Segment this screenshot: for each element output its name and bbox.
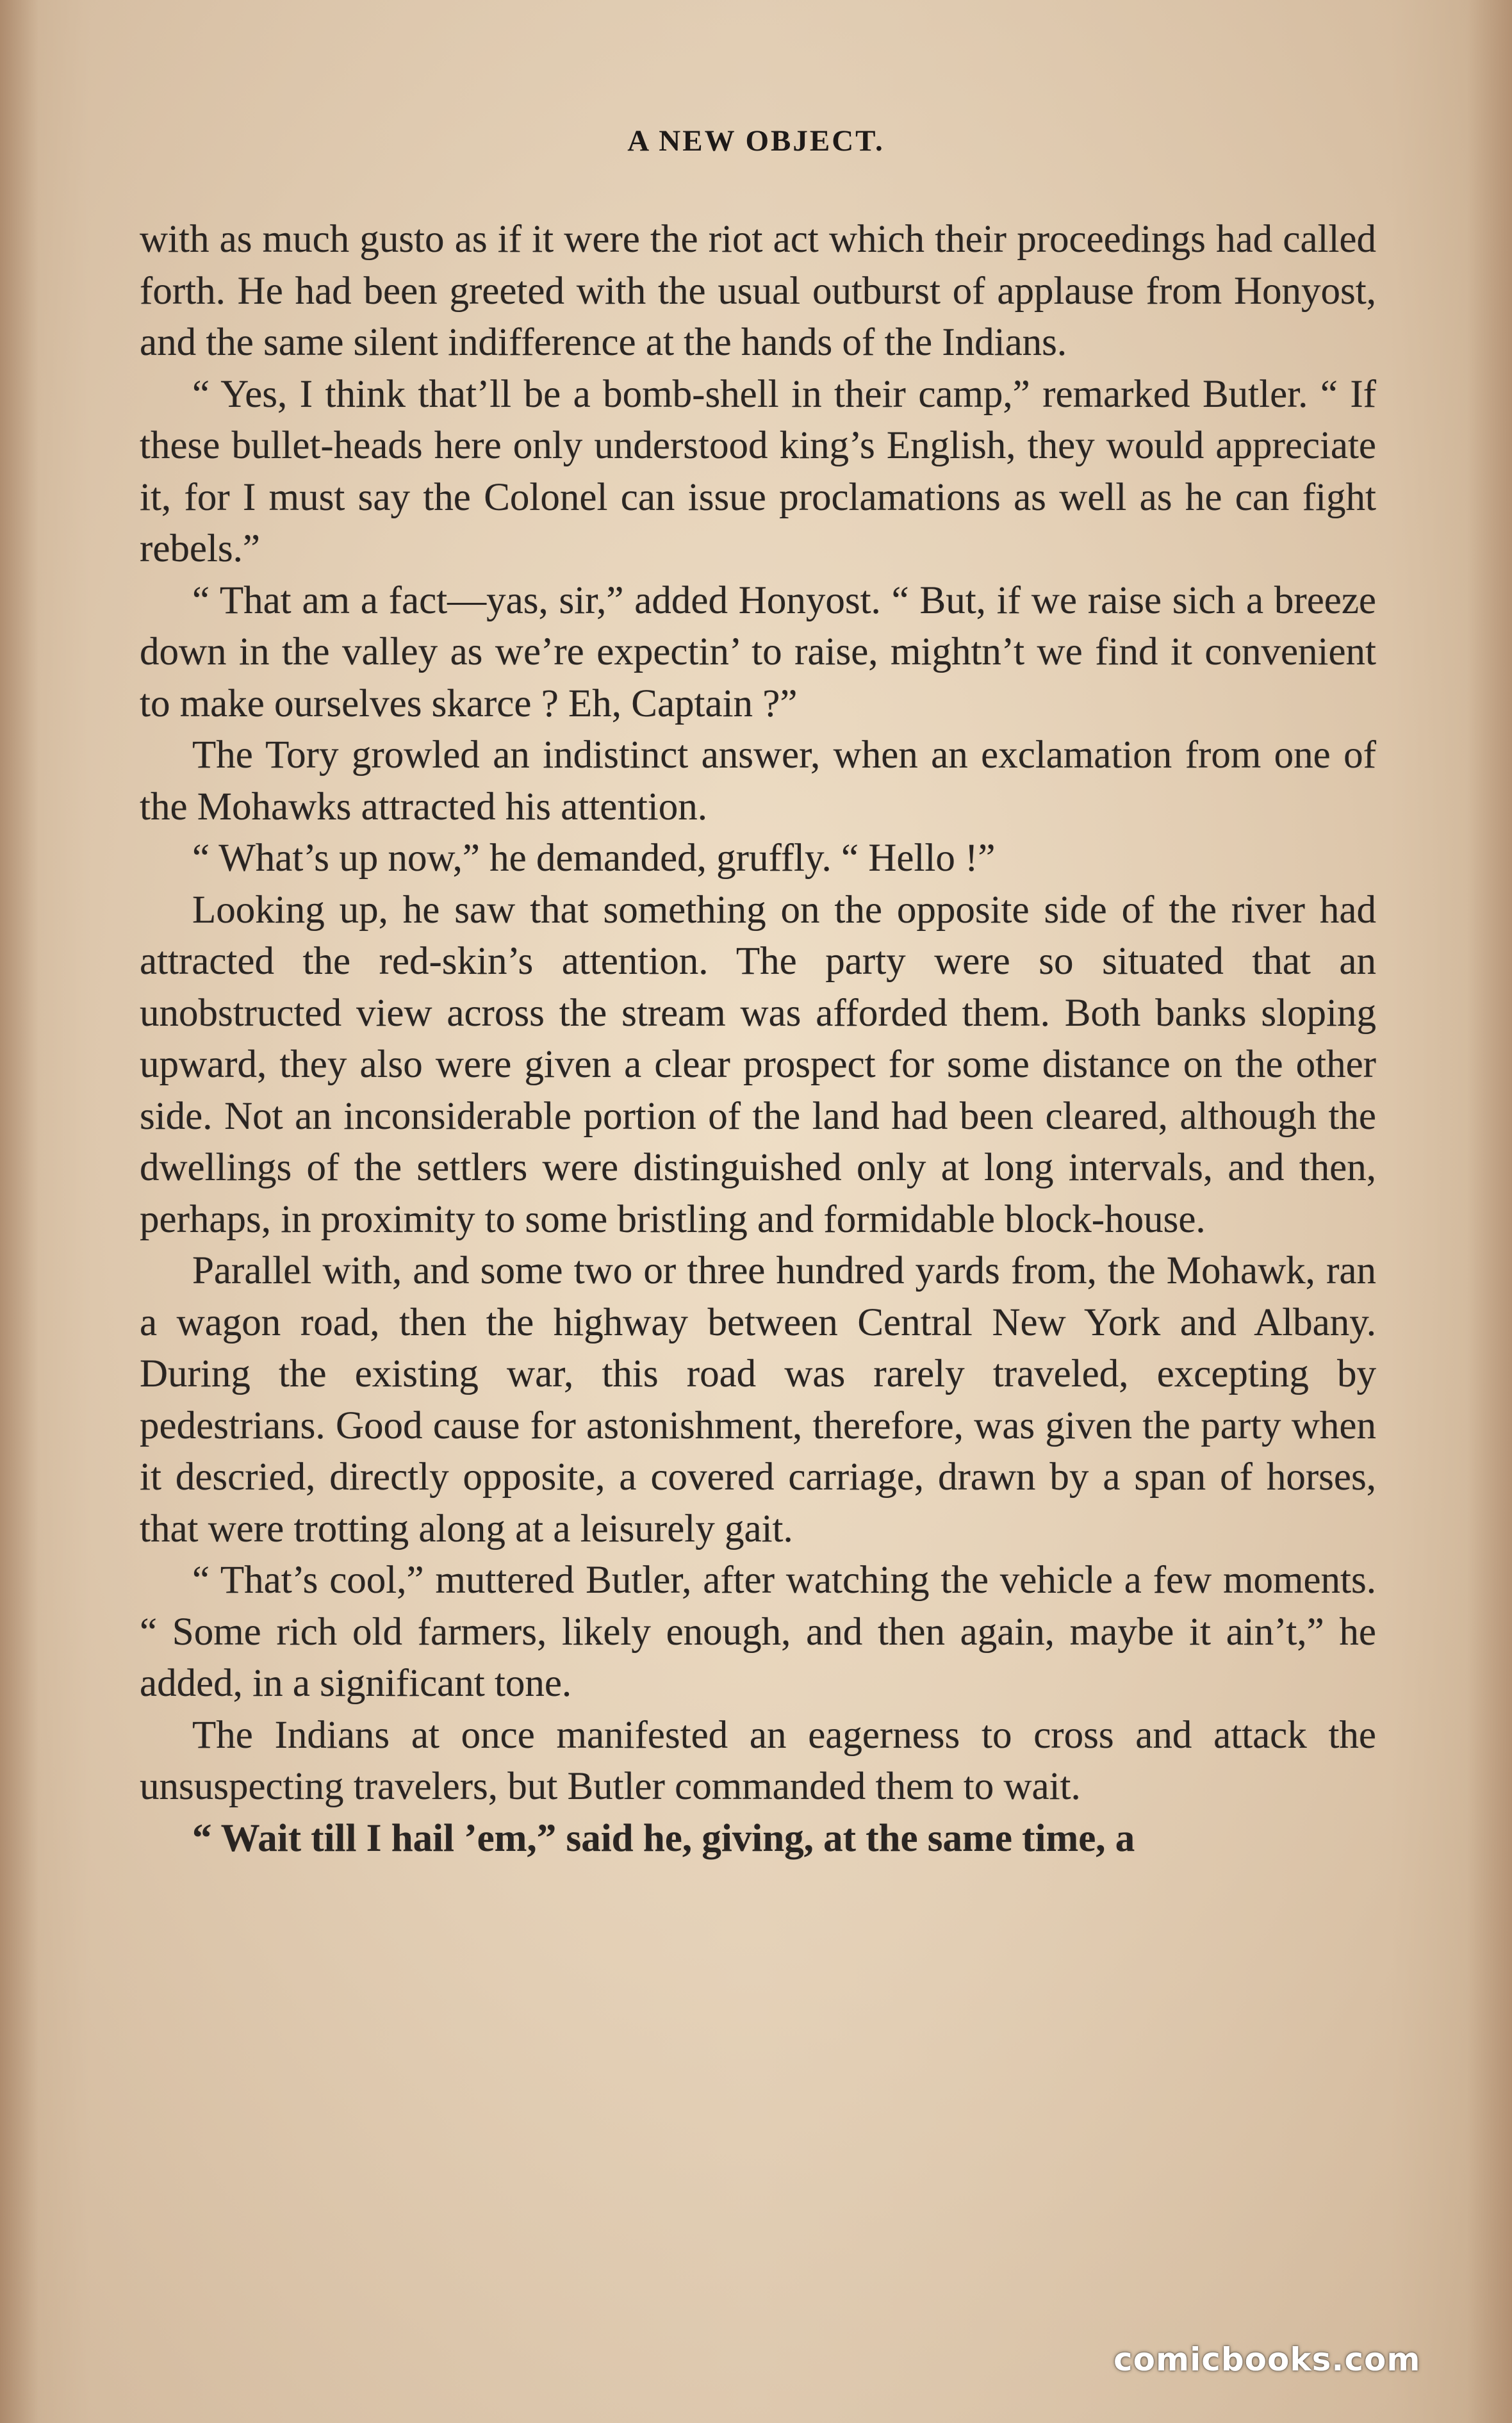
paragraph: “ What’s up now,” he demanded, gruffly. “ Hello !” <box>192 837 996 880</box>
page-shadow-left <box>0 0 38 2423</box>
paragraph: The Tory growled an indistinct answer, when an exclamation from one of the Mohawks attracted his attention. <box>140 734 1376 828</box>
paragraph: Looking up, he saw that something on the opposite side of the river had attracted the red-skin’s attention. The party were so situated that an unobstructed view across the stream was afforded them. Both banks sloping upward, they also were given a clear prospect for some distance on the other side. Not an inconsiderable portion of the land had been cleared, although the dwellings of the settlers were distinguished only at long intervals, and then, perhaps, in proximity to some bristling and formidable block-house. <box>140 888 1376 1241</box>
running-head: A NEW OBJECT. <box>627 124 885 158</box>
watermark: comicbooks.com <box>1113 2341 1421 2378</box>
paragraph: “ Wait till I hail ’em,” said he, giving, at the same time, a <box>192 1816 1135 1860</box>
paragraph: with as much gusto as if it were the riot act which their proceedings had called forth. He had been greeted with the usual outburst of applause from Honyost, and the same silent indifference at the hands of the Indians. <box>140 218 1376 364</box>
page-shadow-right <box>1467 0 1512 2423</box>
paragraph: The Indians at once manifested an eagerness to cross and attack the unsuspecting travelers, but Butler commanded them to wait. <box>140 1713 1376 1808</box>
paragraph: “ That am a fact—yas, sir,” added Honyost. “ But, if we raise sich a breeze down in the valley as we’re expectin’ to raise, mightn’t we find it convenient to make ourselves skarce ? Eh, Captain ?” <box>140 579 1376 725</box>
body-text <box>140 214 1376 1864</box>
paragraph: “ That’s cool,” muttered Butler, after watching the vehicle a few moments. “ Some rich old farmers, likely enough, and then again, maybe it ain’t,” he added, in a significant tone. <box>140 1559 1376 1705</box>
paragraph: “ Yes, I think that’ll be a bomb-shell in their camp,” remarked Butler. “ If these bullet-heads here only understood king’s English, they would appreciate it, for I must say the Colonel can issue proclamations as well as he can fight rebels.” <box>140 372 1376 570</box>
paragraph: Parallel with, and some two or three hundred yards from, the Mohawk, ran a wagon road, then the highway between Central New York and Albany. During the existing war, this road was rarely traveled, excepting by pedestrians. Good cause for astonishment, therefore, was given the party when it descried, directly opposite, a covered carriage, drawn by a span of horses, that were trotting along at a leisurely gait. <box>140 1249 1376 1550</box>
